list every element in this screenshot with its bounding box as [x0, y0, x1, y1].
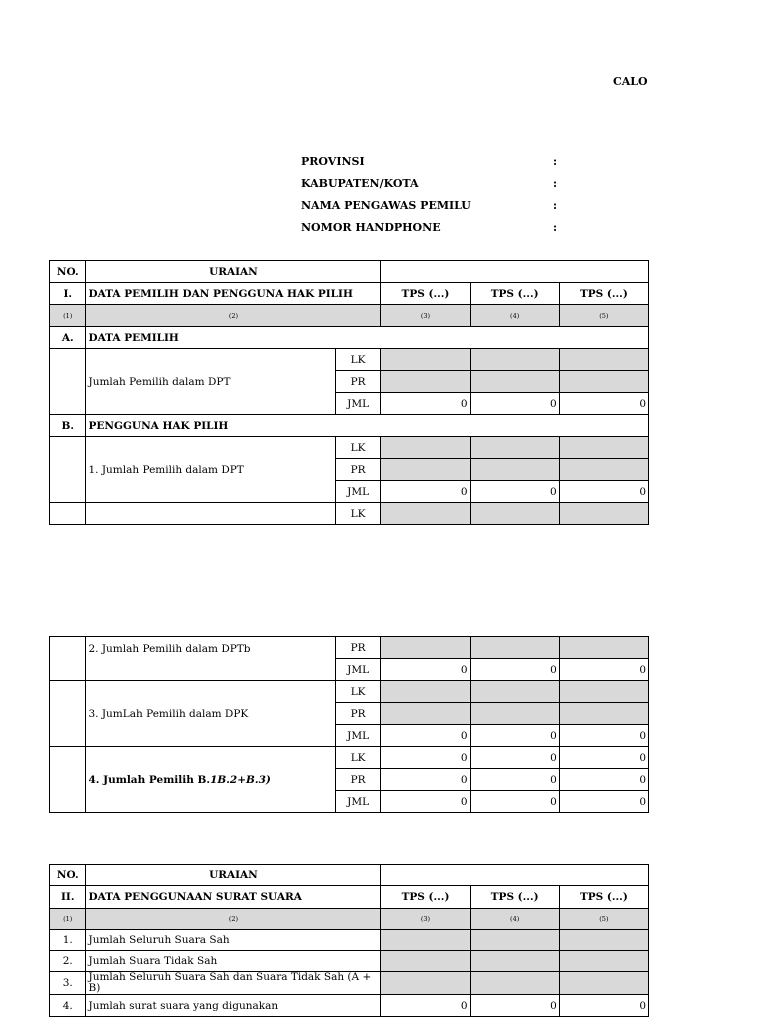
value-cell: 0	[470, 747, 559, 769]
gender-lk: LK	[335, 503, 381, 525]
row-label-b4-main: 4. Jumlah Pemilih B.	[88, 773, 211, 786]
index-cell: (5)	[559, 909, 648, 930]
sub-b-title: PENGGUNA HAK PILIH	[86, 415, 649, 437]
index-cell: (3)	[381, 909, 470, 930]
input-cell[interactable]	[381, 951, 470, 972]
field-sep: :	[553, 177, 558, 190]
section-no: II.	[50, 886, 86, 909]
row-label: Jumlah Suara Tidak Sah	[86, 951, 381, 972]
input-cell[interactable]	[470, 972, 559, 995]
field-sep: :	[553, 199, 558, 212]
document-title-fragment: CALO	[613, 75, 648, 88]
input-cell[interactable]	[559, 951, 648, 972]
row-label: Jumlah surat suara yang digunakan	[86, 995, 381, 1017]
tps-column-header: TPS (...)	[381, 283, 470, 305]
gender-pr: PR	[335, 459, 381, 481]
gender-lk: LK	[335, 681, 381, 703]
col-uraian-header: URAIAN	[86, 261, 381, 283]
value-cell: 0	[381, 725, 470, 747]
ballot-usage-table	[49, 864, 649, 1017]
index-cell: (5)	[559, 305, 648, 327]
tps-column-header: TPS (...)	[381, 886, 470, 909]
gender-pr: PR	[335, 703, 381, 725]
value-cell: 0	[559, 995, 648, 1017]
row-label-b1: 1. Jumlah Pemilih dalam DPT	[86, 437, 335, 503]
value-cell: 0	[381, 747, 470, 769]
input-cell[interactable]	[559, 930, 648, 951]
value-cell: 0	[559, 481, 648, 503]
row-label-dpt: Jumlah Pemilih dalam DPT	[86, 349, 335, 415]
value-cell: 0	[381, 393, 470, 415]
sub-b-no: B.	[50, 415, 86, 437]
value-cell: 0	[470, 791, 559, 813]
input-cell[interactable]	[470, 951, 559, 972]
value-cell: 0	[559, 769, 648, 791]
tps-column-header: TPS (...)	[470, 886, 559, 909]
gender-jml: JML	[335, 725, 381, 747]
row-no: 4.	[50, 995, 86, 1017]
field-label-kabupaten: KABUPATEN/KOTA	[301, 177, 419, 190]
value-cell: 0	[559, 393, 648, 415]
row-label: Jumlah Seluruh Suara Sah	[86, 930, 381, 951]
gender-pr: PR	[335, 637, 381, 659]
tps-column-header: TPS (...)	[559, 886, 648, 909]
index-cell: (4)	[470, 305, 559, 327]
tps-column-header: TPS (...)	[559, 283, 648, 305]
tps-column-header: TPS (...)	[470, 283, 559, 305]
field-sep: :	[553, 155, 558, 168]
input-cell[interactable]	[381, 930, 470, 951]
row-no: 2.	[50, 951, 86, 972]
index-cell: (1)	[50, 305, 86, 327]
index-cell: (3)	[381, 305, 470, 327]
gender-pr: PR	[335, 371, 381, 393]
input-cell[interactable]	[470, 930, 559, 951]
input-cell[interactable]	[381, 972, 470, 995]
value-cell: 0	[470, 393, 559, 415]
gender-pr: PR	[335, 769, 381, 791]
value-cell: 0	[470, 725, 559, 747]
index-cell: (4)	[470, 909, 559, 930]
field-label-provinsi: PROVINSI	[301, 155, 365, 168]
value-cell: 0	[381, 659, 470, 681]
gender-lk: LK	[335, 349, 381, 371]
sub-a-title: DATA PEMILIH	[86, 327, 649, 349]
index-cell: (2)	[86, 909, 381, 930]
value-cell: 0	[559, 725, 648, 747]
gender-lk: LK	[335, 747, 381, 769]
section-title: DATA PEMILIH DAN PENGGUNA HAK PILIH	[86, 283, 381, 305]
field-sep: :	[553, 221, 558, 234]
col-no-header: NO.	[50, 865, 86, 886]
row-label-b3: 3. JumLah Pemilih dalam DPK	[86, 681, 335, 747]
col-no-header: NO.	[50, 261, 86, 283]
value-cell: 0	[381, 791, 470, 813]
row-no: 1.	[50, 930, 86, 951]
index-cell: (2)	[86, 305, 381, 327]
sub-a-no: A.	[50, 327, 86, 349]
gender-jml: JML	[335, 659, 381, 681]
value-cell: 0	[470, 995, 559, 1017]
section-no: I.	[50, 283, 86, 305]
value-cell: 0	[559, 791, 648, 813]
field-label-handphone: NOMOR HANDPHONE	[301, 221, 441, 234]
row-label: Jumlah Seluruh Suara Sah dan Suara Tidak Sah (A + B)	[86, 972, 381, 995]
value-cell: 0	[381, 769, 470, 791]
value-cell: 0	[470, 659, 559, 681]
value-cell: 0	[381, 481, 470, 503]
input-cell[interactable]	[559, 972, 648, 995]
value-cell: 0	[559, 659, 648, 681]
value-cell: 0	[381, 995, 470, 1017]
gender-jml: JML	[335, 791, 381, 813]
col-uraian-header: URAIAN	[86, 865, 381, 886]
row-label-b4-formula: 1B.2+B.3)	[210, 773, 271, 786]
index-cell: (1)	[50, 909, 86, 930]
row-label-b2: 2. Jumlah Pemilih dalam DPTb	[86, 637, 335, 681]
gender-jml: JML	[335, 481, 381, 503]
field-label-pengawas: NAMA PENGAWAS PEMILU	[301, 199, 471, 212]
section-title: DATA PENGGUNAAN SURAT SUARA	[86, 886, 381, 909]
value-cell: 0	[470, 769, 559, 791]
value-cell: 0	[470, 481, 559, 503]
tps-header-blank	[381, 865, 649, 886]
gender-jml: JML	[335, 393, 381, 415]
row-no: 3.	[50, 972, 86, 995]
gender-lk: LK	[335, 437, 381, 459]
value-cell: 0	[559, 747, 648, 769]
